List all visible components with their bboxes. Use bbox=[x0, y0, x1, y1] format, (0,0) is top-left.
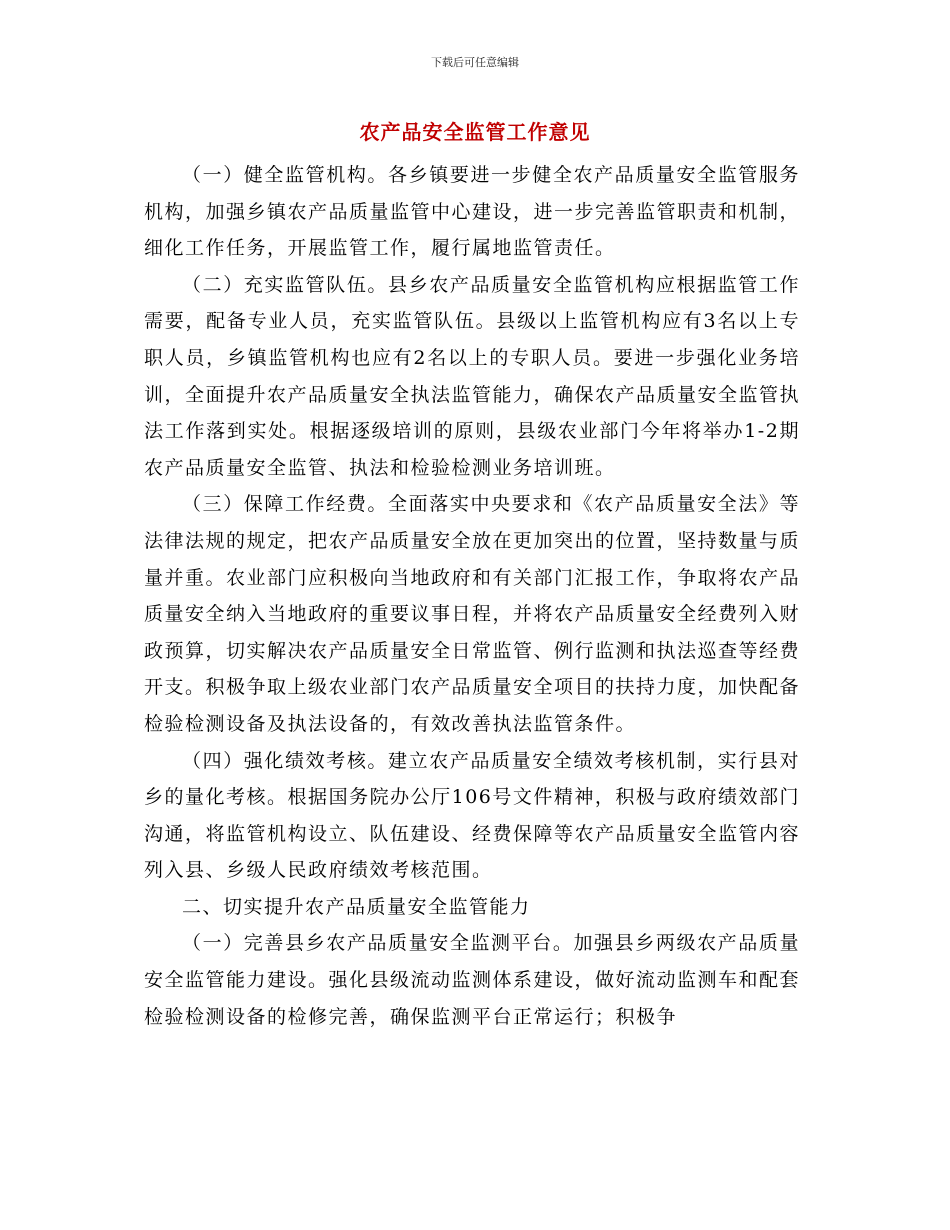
paragraph-4-assessment: （四）强化绩效考核。建立农产品质量安全绩效考核机制，实行县对乡的量化考核。根据国务院办公厅106号文件精神，积极与政府绩效部门沟通，将监管机构设立、队伍建设、经费保障等农产品质量安全监管内容列入县、乡级人民政府绩效考核范围。 bbox=[144, 749, 801, 882]
document-body bbox=[144, 157, 800, 1035]
paragraph-1-strengthen-institutions: （一）健全监管机构。各乡镇要进一步健全农产品质量安全监管服务机构，加强乡镇农产品质量监管中心建设，进一步完善监管职责和机制，细化工作任务，开展监管工作，履行属地监管责任。 bbox=[144, 164, 801, 260]
paragraph-2-staffing: （二）充实监管队伍。县乡农产品质量安全监管机构应根据监管工作需要，配备专业人员，充实监管队伍。县级以上监管机构应有3名以上专职人员，乡镇监管机构也应有2名以上的专职人员。要进一步强化业务培训，全面提升农产品质量安全执法监管能力，确保农产品质量安全监管执法工作落到实处。根据逐级培训的原则，县级农业部门今年将举办1-2期农产品质量安全监管、执法和检验检测业务培训班。 bbox=[144, 273, 801, 479]
section-heading-2: 二、切实提升农产品质量安全监管能力 bbox=[182, 895, 531, 918]
paragraph-5-monitoring-platform: （一）完善县乡农产品质量安全监测平台。加强县乡两级农产品质量安全监管能力建设。强化县级流动监测体系建设，做好流动监测车和配套检验检测设备的检修完善，确保监测平台正常运行；积极争 bbox=[144, 932, 801, 1028]
page-header-note: 下载后可任意编辑 bbox=[431, 56, 519, 69]
document-title: 农产品安全监管工作意见 bbox=[359, 120, 591, 144]
paragraph-3-funding: （三）保障工作经费。全面落实中央要求和《农产品质量安全法》等法律法规的规定，把农产品质量安全放在更加突出的位置，坚持数量与质量并重。农业部门应积极向当地政府和有关部门汇报工作，争取将农产品质量安全纳入当地政府的重要议事日程，并将农产品质量安全经费列入财政预算，切实解决农产品质量安全日常监管、例行监测和执法巡查等经费开支。积极争取上级农业部门农产品质量安全项目的扶持力度，加快配备检验检测设备及执法设备的，有效改善执法监管条件。 bbox=[144, 493, 801, 735]
